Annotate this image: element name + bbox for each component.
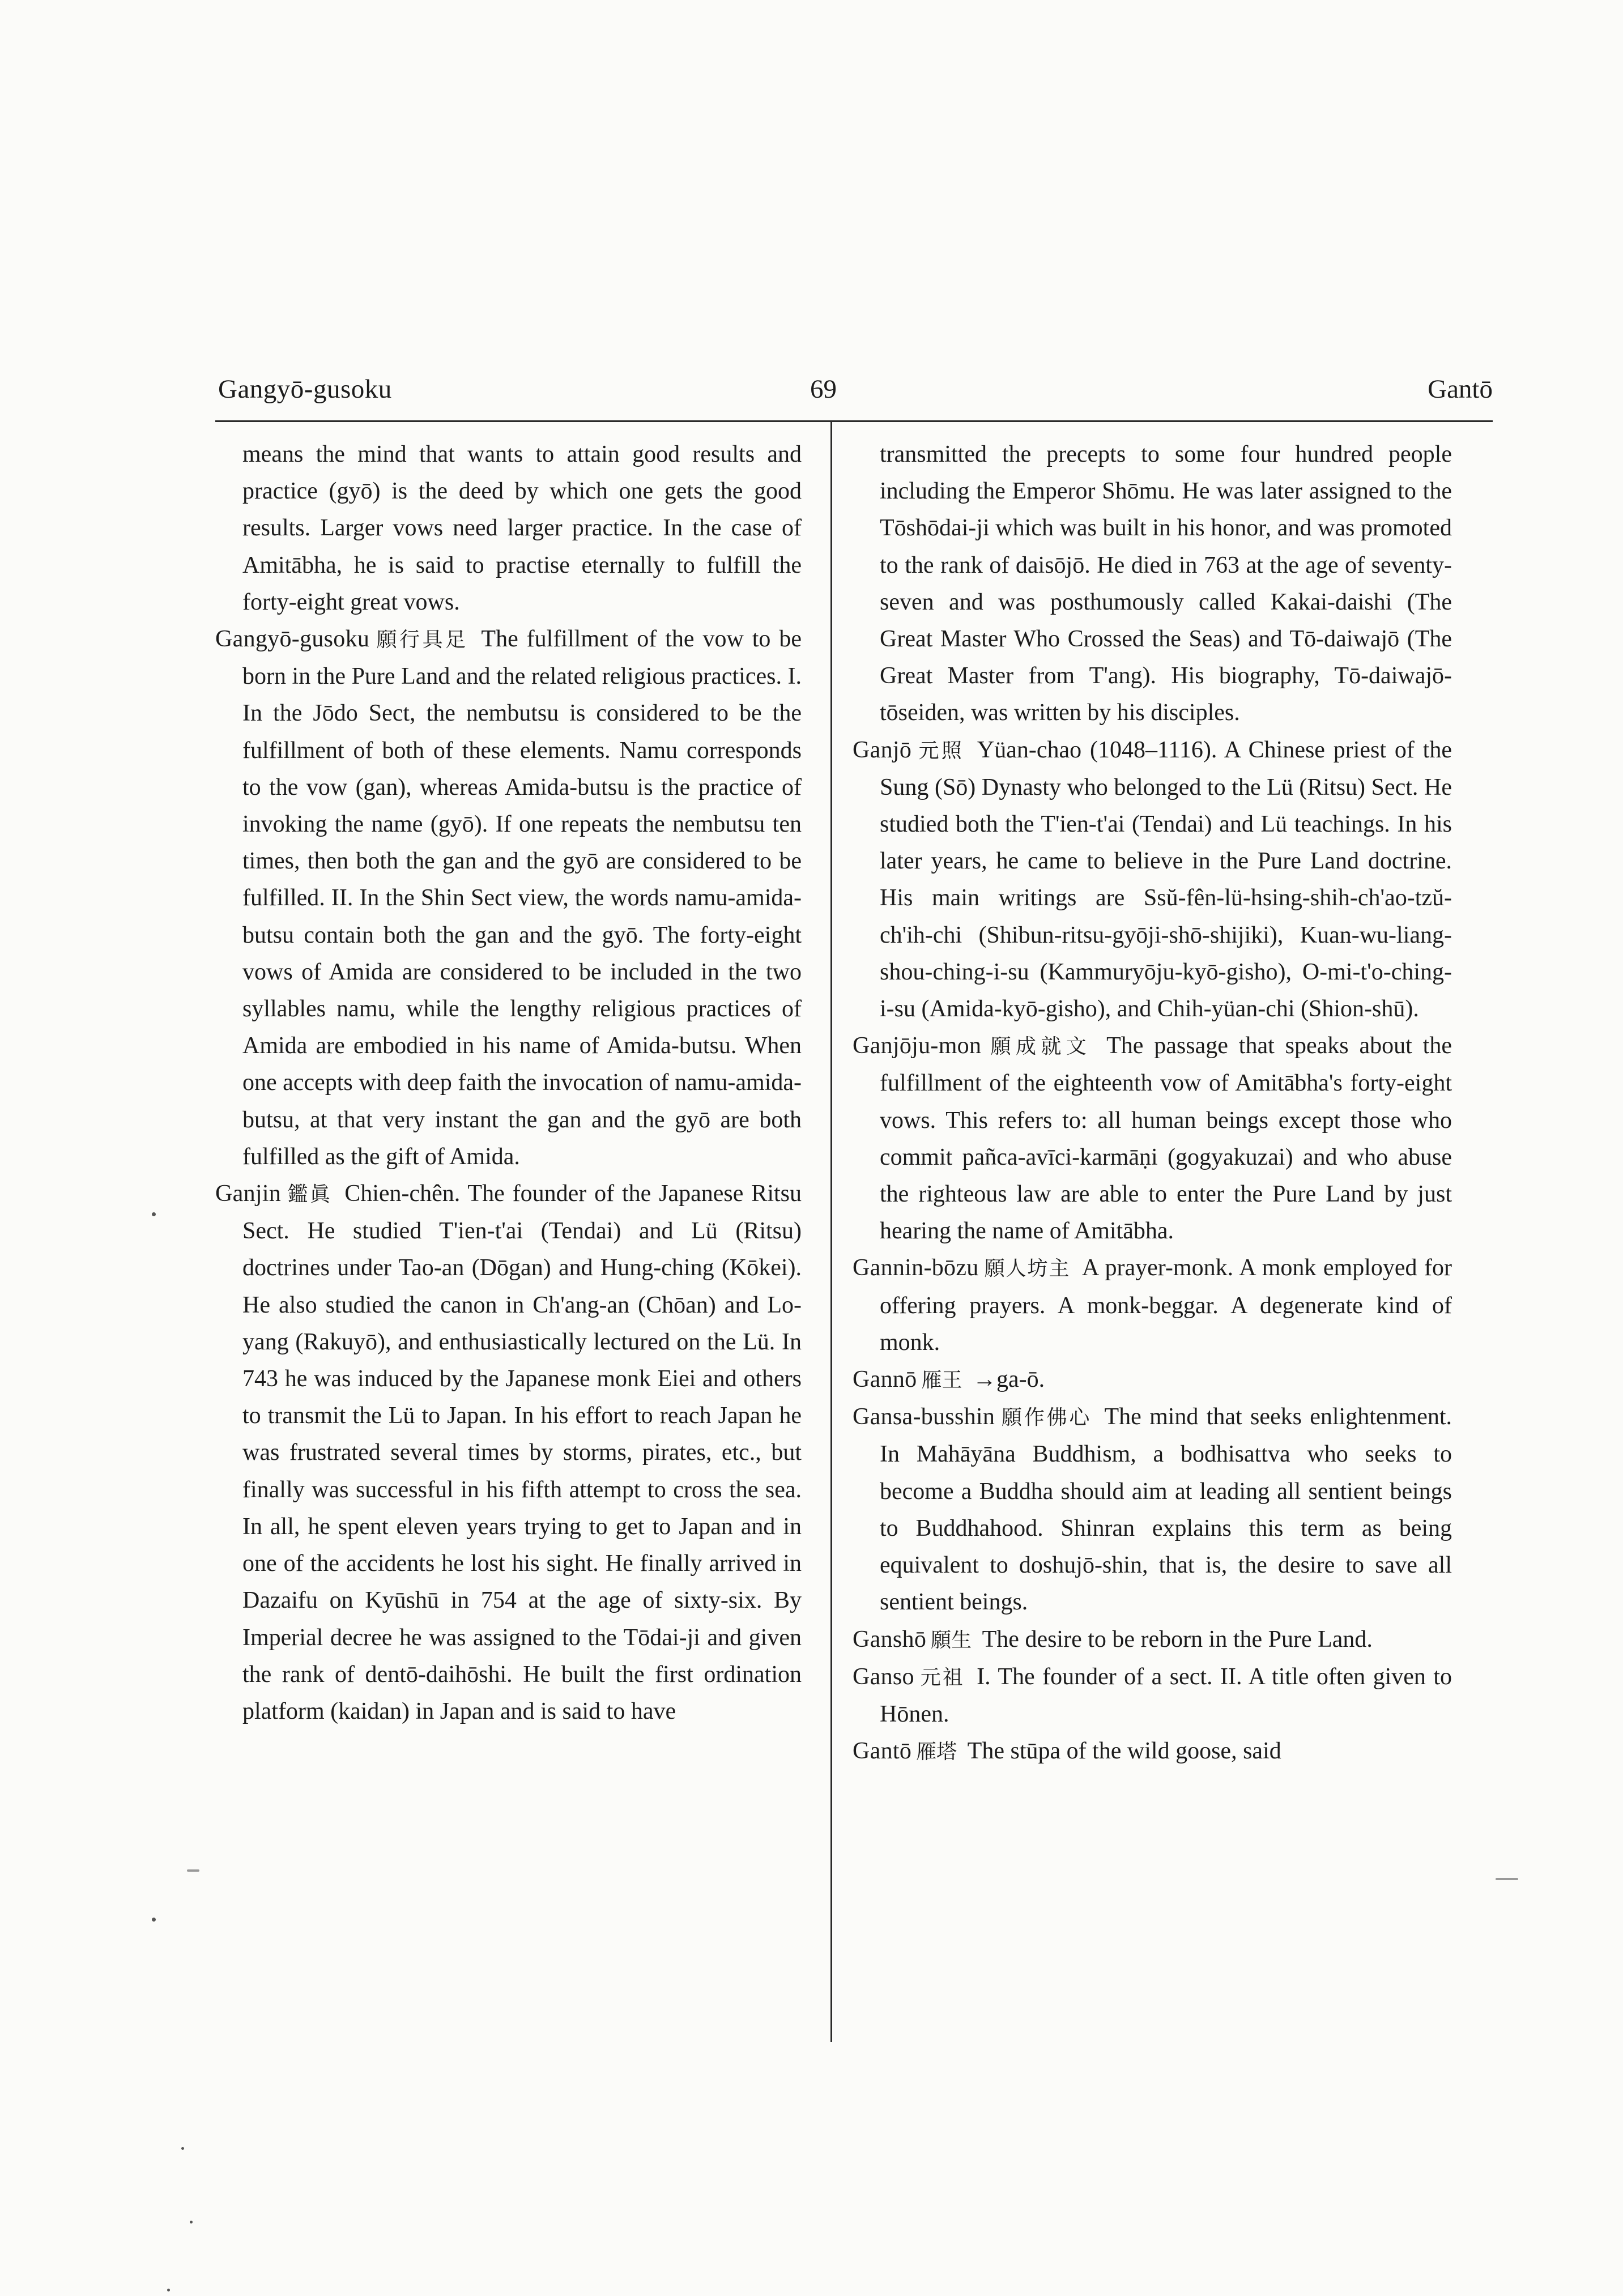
page-number: 69 xyxy=(810,374,837,404)
scan-speck xyxy=(1496,1878,1518,1880)
entry-gangyo-gusoku xyxy=(215,621,802,1175)
entry-headword: Gansa-busshin xyxy=(853,1404,995,1430)
running-header xyxy=(0,374,1623,419)
scan-speck xyxy=(152,1918,156,1922)
entry-headword: Gantō xyxy=(853,1738,912,1765)
entry-headword: Gannin-bōzu xyxy=(853,1255,979,1281)
entry-kanji: 元照 xyxy=(916,739,965,763)
entry-definition: The stūpa of the wild goose, said xyxy=(967,1738,1281,1765)
entry-ganno xyxy=(853,1361,1452,1399)
scan-speck xyxy=(167,2289,170,2291)
entry-headword: Gangyō-gusoku xyxy=(215,626,370,653)
entry-definition: The desire to be reborn in the Pure Land. xyxy=(982,1626,1373,1652)
entry-gannin-bozu xyxy=(853,1250,1452,1361)
entry-headword: Ganshō xyxy=(853,1626,927,1652)
scan-speck xyxy=(181,2147,184,2150)
entry-definition: A prayer-monk. A monk employed for offering prayers. A monk-beggar. A degenerate kind of monk. xyxy=(880,1255,1452,1356)
entry-definition: Yüan-chao (1048–1116). A Chinese priest of the Sung (Sō) Dynasty who belonged to the Lü (Ritsu) Sect. He studied both the T'ien-t'ai (Tendai) and Lü teachings. In his later years, he came to believe in the Pure Land doctrine. His main writings are Ssŭ-fên-lü-hsing-shih-ch'ao-tzŭ-ch'ih-chi (Shibun-ritsu-gyōji-shō-shijiki), Kuan-wu-liang-shou-ching-i-su (Kammuryōju-kyō-gisho), O-mi-t'o-ching-i-su (Amida-kyō-gisho), and Chih-yüan-chi (Shion-shū). xyxy=(880,736,1452,1023)
scan-speck xyxy=(187,1869,199,1872)
entry-ganjin xyxy=(215,1175,802,1730)
entry-kanji: 願生 xyxy=(931,1628,972,1652)
continued-text: means the mind that wants to attain good results and practice (gyō) is the deed by which one gets the good results. Larger vows need larger practice. In the case of Amitābha, he is said to practise eternally to fulfill the forty-eight great vows. xyxy=(242,441,802,615)
entry-kanji: 願行具足 xyxy=(374,628,468,652)
entry-gansho xyxy=(853,1621,1452,1659)
entry-kanji: 願作佛心 xyxy=(999,1406,1092,1430)
header-rule xyxy=(215,420,1493,422)
continued-text: transmitted the precepts to some four hundred people including the Emperor Shōmu. He was later assigned to the Tōshōdai-ji which was built in his honor, and was promoted to the rank of daisōjō. He died in 763 at the age of seventy-seven and was posthumously called Kakai-daishi (The Great Master Who Crossed the Seas) and Tō-daiwajō (The Great Master from T'ang). His biography, Tō-daiwajō-tōseiden, was written by his disciples. xyxy=(880,441,1452,726)
entry-definition: The mind that seeks enlightenment. In Mahāyāna Buddhism, a bodhisattva who seeks to become a Buddha should aim at leading all sentient beings to Buddhahood. Shinran explains this term as being equivalent to doshujō-shin, that is, the desire to save all sentient beings. xyxy=(880,1404,1452,1616)
left-column xyxy=(215,436,802,1730)
scan-speck xyxy=(190,2221,193,2223)
entry-kanji: 鑑眞 xyxy=(286,1183,333,1207)
entry-headword: Ganso xyxy=(853,1663,914,1690)
entry-definition: Chien-chên. The founder of the Japanese Ritsu Sect. He studied T'ien-t'ai (Tendai) and Lü (Ritsu) doctrines under Tao-an (Dōgan) and Hung-ching (Kōkei). He also studied the canon in Ch'ang-an (Chōan) and Lo-yang (Rakuyō), and enthusiastically lectured on the Lü. In 743 he was induced by the Japanese monk Eiei and others to transmit the Lü to Japan. In his effort to reach Japan he was frustrated several times by storms, pirates, etc., but finally was successful in his fifth attempt to cross the sea. In all, he spent eleven years trying to get to Japan and in one of the accidents he lost his sight. He finally arrived in Dazaifu on Kyūshū in 754 at the age of sixty-six. By Imperial decree he was assigned to the Tōdai-ji and given the rank of dentō-daihōshi. He built the first ordination platform (kaidan) in Japan and is said to have xyxy=(242,1181,802,1724)
entry-headword: Ganjōju-mon xyxy=(853,1033,982,1059)
header-right-guide-word: Gantō xyxy=(1428,374,1493,404)
entry-ganso xyxy=(853,1659,1452,1733)
entry-kanji: 雁塔 xyxy=(916,1740,957,1764)
entry-definition: The fulfillment of the vow to be born in the Pure Land and the related religious practices. I. In the Jōdo Sect, the nembutsu is considered to be the fulfillment of both of these elements. Namu corresponds to the vow (gan), whereas Amida-butsu is the practice of invoking the name (gyō). If one repeats the nembutsu ten times, then both the gan and the gyō are considered to be fulfilled. II. In the Shin Sect view, the words namu-amida-butsu contain both the gan and the gyō. The forty-eight vows of Amida are considered to be included in the two syllables namu, while the lengthy religious practices of Amida are embodied in his name of Amida-butsu. When one accepts with deep faith the invocation of namu-amida-butsu, at that very instant the gan and the gyō are both fulfilled as the gift of Amida. xyxy=(242,626,802,1170)
entry-kanji: 願人坊主 xyxy=(983,1257,1071,1281)
entry-definition: The passage that speaks about the fulfillment of the eighteenth vow of Amitābha's forty-eight vows. This refers to: all human beings except those who commit pañca-avīci-karmāṇi (gogyakuzai) and who abuse the righteous law are able to enter the Pure Land by just hearing the name of Amitābha. xyxy=(880,1033,1452,1245)
scan-speck xyxy=(152,1212,156,1216)
entry-kanji: 雁王 xyxy=(921,1369,962,1392)
entry-kanji: 元祖 xyxy=(918,1665,965,1689)
entry-ganjo xyxy=(853,732,1452,1028)
entry-gansa-busshin xyxy=(853,1399,1452,1621)
entry-headword: Ganjō xyxy=(853,736,912,763)
entry-headword: Ganjin xyxy=(215,1181,282,1207)
entry-ganto xyxy=(853,1733,1452,1770)
entry-definition: I. The founder of a sect. II. A title often given to Hōnen. xyxy=(880,1663,1452,1727)
entry-headword: Gannō xyxy=(853,1366,917,1393)
entry-kanji: 願成就文 xyxy=(986,1035,1092,1059)
entry-ganjoju-mon xyxy=(853,1028,1452,1250)
column-divider xyxy=(830,422,832,2042)
right-column xyxy=(853,436,1452,1770)
header-left-guide-word: Gangyō-gusoku xyxy=(218,374,392,404)
entry-definition: →ga-ō. xyxy=(973,1366,1045,1393)
